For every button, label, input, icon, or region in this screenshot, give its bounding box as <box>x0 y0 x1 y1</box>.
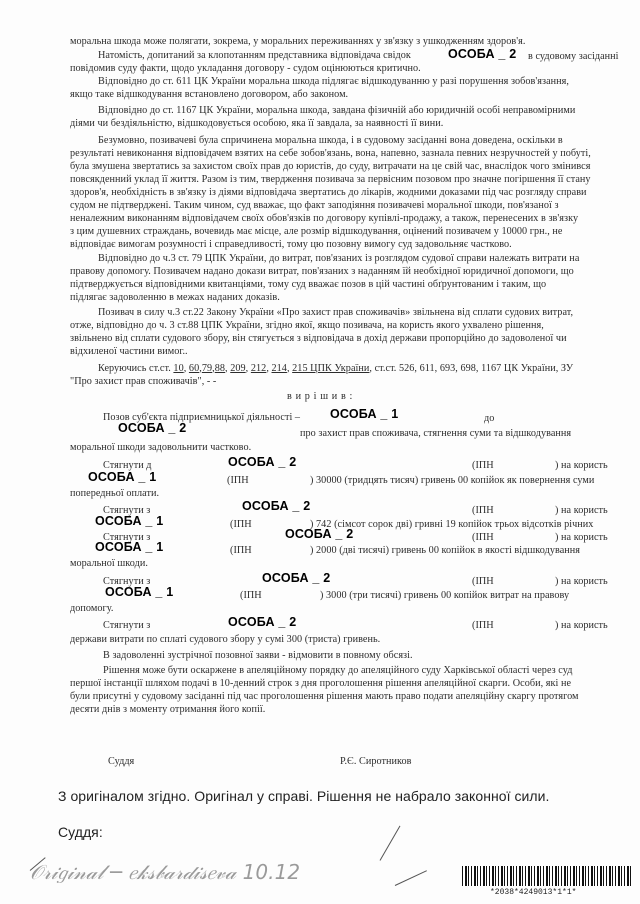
text-line: ) 3000 (три тисячі) гривень 00 копійок витрат на правову <box>320 590 570 601</box>
citation-link[interactable]: 209 <box>230 363 246 374</box>
barcode <box>462 866 632 886</box>
citation-link[interactable]: 212 <box>250 363 267 374</box>
redacted-person-1: ОСОБА _ 1 <box>105 585 174 599</box>
text-line: Позов суб'єкта підприємницької діяльності – <box>103 412 301 423</box>
handwriting-stroke: 𝒪𝓇𝒾𝑔𝒾𝓃𝒶𝓁 ─ 𝑒𝓀𝓈𝒷𝒶𝓇𝒹𝒾𝓈𝑒𝓋𝒶 10.12 <box>30 860 301 884</box>
text-line: Стягнути з <box>103 576 151 587</box>
text-line: Стягнути з <box>103 532 151 543</box>
text-line: першої інстанції шляхом подачі в 10-денний строк з дня проголошення рішення апеляційної скарги. Особи, які не <box>70 678 572 689</box>
text-line: (ІПН <box>230 519 252 530</box>
judge-name: Р.Є. Сиротников <box>340 756 412 767</box>
text-line: В задоволенні зустрічної позовної заяви - відмовити в повному обсязі. <box>103 650 413 661</box>
text-line: про захист прав споживача, стягнення суми та відшкодування <box>300 428 572 439</box>
text-line: відхиленої частини вимог.. <box>70 346 188 357</box>
judge-label-2: Суддя: <box>58 824 103 840</box>
stamp-line: З оригіналом згідно. Оригінал у справі. Рішення не набрало законної сили. <box>58 788 550 804</box>
redacted-person-2: ОСОБА _ 2 <box>228 615 297 629</box>
text-line: повсякденний уклад її життя. Разом із тим, твердження позивача за первісним позовом про значне погіршення її стану <box>70 174 591 185</box>
text-line: Позивач в силу ч.3 ст.22 Закону України «Про захист прав споживачів» звільнена від сплати судових витрат, <box>98 307 574 318</box>
text-line: підтверджується відповідними квитанціями, тому суд вважає позов в цій частині обґрунтованим і таким, що <box>70 279 547 290</box>
text-line: Відповідно до ст. 611 ЦК України моральна шкода підлягає відшкодуванню у разі порушення зобов'язання, <box>98 76 569 87</box>
text-line: Стягнути з <box>103 505 151 516</box>
decision-heading: в и р і ш и в : <box>287 391 353 402</box>
text-line: неналежним виконанням відповідачем своїх обов'язків по договору купівлі-продажу, а також, перенесених в зв'язку <box>70 213 579 224</box>
text-line: здоров'я, необхідність в зв'язку із діями відповідача звертатись до лікарів, жодними доказами під час розгляду справи <box>70 187 587 198</box>
text-line: Рішення може бути оскаржене в апеляційному порядку до апеляційного суду Харківської області через суд <box>103 665 573 676</box>
handwritten-annotation <box>30 860 301 884</box>
text-line: ) на користь <box>555 460 608 471</box>
redacted-person-1: ОСОБА _ 1 <box>88 470 157 484</box>
text-line: отже, відповідно до ч. 3 ст.88 ЦПК України, згідно якої, якщо позивача, на користь якого ухвалено рішення, <box>70 320 544 331</box>
text-line: підлягає задоволенню в межах наданих доказів. <box>70 292 280 303</box>
text-line: ) 30000 (тридцять тисяч) гривень 00 копійок як повернення суми <box>310 475 595 486</box>
text-line: (ІПН <box>472 620 494 631</box>
text-line: попередньої оплати. <box>70 488 160 499</box>
redacted-person-2: ОСОБА _ 2 <box>448 47 517 61</box>
citation-rest: , ст.ст. 526, 611, 693, 698, 1167 ЦК України, ЗУ <box>369 363 574 374</box>
text-line: десяти днів з моменту отримання його копії. <box>70 704 266 715</box>
text-line: Відповідно до ч.3 ст. 79 ЦПК України, до витрат, пов'язаних із розглядом судової справи належать витрати на <box>98 253 580 264</box>
text-line: відповідає вимогам розумності і справедливості, тому цю позовну вимогу суд задовольняє частково. <box>70 239 512 250</box>
citation-link[interactable]: 88 <box>214 363 226 374</box>
text-line: судом не підтверджені. Таким чином, суд вважає, що факт заподіяння позивачеві моральної шкоди, пов'язаної з <box>70 200 559 211</box>
text-line: (ІПН <box>472 576 494 587</box>
text-line: була змушена звертатись за захистом своїх прав до юристів, до суду, витрачати на це свій час, внаслідок чого змінився <box>70 161 591 172</box>
redacted-person-1: ОСОБА _ 1 <box>95 540 164 554</box>
text-line: Стягнути з <box>103 620 151 631</box>
text-line: ) 742 (сімсот сорок дві) гривні 19 копійок трьох відсотків річних <box>310 519 594 530</box>
text-line: ) на користь <box>555 576 608 587</box>
text-line: допомогу. <box>70 603 114 614</box>
text-line: Відповідно до ст. 1167 ЦК України, моральна шкода, завдана фізичній або юридичній особі неправомірними <box>98 105 576 116</box>
text-line: правову допомогу. Позивачем надано докази витрат, пов'язаних з наданням їй необхідної юридичної допомоги, що <box>70 266 574 277</box>
text-line: (ІПН <box>240 590 262 601</box>
citation-link[interactable]: 214 <box>271 363 287 374</box>
redacted-person-2: ОСОБА _ 2 <box>228 455 297 469</box>
text-line: ) на користь <box>555 620 608 631</box>
text-line: були присутні у судовому засіданні під час проголошення рішення мають право подати апеляційну скаргу протягом <box>70 691 579 702</box>
redacted-person-2: ОСОБА _ 2 <box>262 571 331 585</box>
judge-label: Суддя <box>108 756 135 767</box>
text-line: (ІПН <box>227 475 249 486</box>
citation-prefix: Керуючись ст.ст. <box>98 363 171 374</box>
signature-stroke <box>380 826 401 861</box>
text-line: діями чи бездіяльністю, відшкодовується особою, яка її завдала, за наявності її вини. <box>70 118 444 129</box>
text-line: звільнено від сплати судового збору, він стягується з відповідача в дохід держави пропорційно до задоволеної чи <box>70 333 567 344</box>
redacted-person-1: ОСОБА _ 1 <box>330 407 399 421</box>
text-line: (ІПН <box>230 545 252 556</box>
citation-link[interactable]: 10 <box>173 363 184 374</box>
citation-link[interactable]: 79 <box>201 363 213 374</box>
text-line: "Про захист прав споживачів", - - <box>70 376 217 387</box>
text-line: якщо таке відшкодування встановлено договором, або законом. <box>70 89 349 100</box>
text-line: моральної шкоди задовольнити частково. <box>70 442 252 453</box>
text-line: (ІПН <box>472 532 494 543</box>
text-line: Натомість, допитаний за клопотанням представника відповідача свідок <box>98 50 411 61</box>
text-line: результаті невиконання відповідачем взятих на себе зобов'язань, вона, напевно, зазнала певних незручностей у побуті, <box>70 148 591 159</box>
text-line: Стягнути д <box>103 460 152 471</box>
text-line: моральної шкоди. <box>70 558 148 569</box>
citation-link[interactable]: 60 <box>188 363 200 374</box>
text-line: моральна шкода може полягати, зокрема, у моральних переживаннях у зв'язку з ушкодженням здоров'я. <box>70 36 526 47</box>
redacted-person-1: ОСОБА _ 1 <box>95 514 164 528</box>
text-line: ) 2000 (дві тисячі) гривень 00 копійок в якості відшкодування <box>310 545 581 556</box>
text-line: Безумовно, позивачеві була спричинена моральна шкода, і в судовому засіданні вона доведена, оскільки в <box>98 135 563 146</box>
text-line: в судовому засіданні <box>528 51 619 62</box>
citation-link[interactable]: 215 ЦПК України <box>292 363 370 374</box>
text-line: до <box>484 413 495 424</box>
text-line: держави витрати по сплаті судового збору у сумі 300 (триста) гривень. <box>70 634 381 645</box>
redacted-person-2: ОСОБА _ 2 <box>242 499 311 513</box>
signature-stroke <box>395 870 427 886</box>
redacted-person-2: ОСОБА _ 2 <box>285 527 354 541</box>
text-line: ) на користь <box>555 532 608 543</box>
barcode-number: *2038*4249013*1*1* <box>490 888 577 897</box>
text-line: повідомив суду факти, щодо укладання договору - судом оцінюються критично. <box>70 63 421 74</box>
text-line: (ІПН <box>472 505 494 516</box>
text-line: (ІПН <box>472 460 494 471</box>
redacted-person-2: ОСОБА _ 2 <box>118 421 187 435</box>
citation-line: Керуючись ст.ст. 10, 60,79,88, 209, 212, 214, 215 ЦПК України, ст.ст. 526, 611, 693, 698, 1167 ЦК України, ЗУ <box>98 363 574 374</box>
text-line: з цим душевних страждань, вочевидь має місце, але розмір відшкодування, оцінений позивачем у 10000 грн., не <box>70 226 563 237</box>
text-line: ) на користь <box>555 505 608 516</box>
